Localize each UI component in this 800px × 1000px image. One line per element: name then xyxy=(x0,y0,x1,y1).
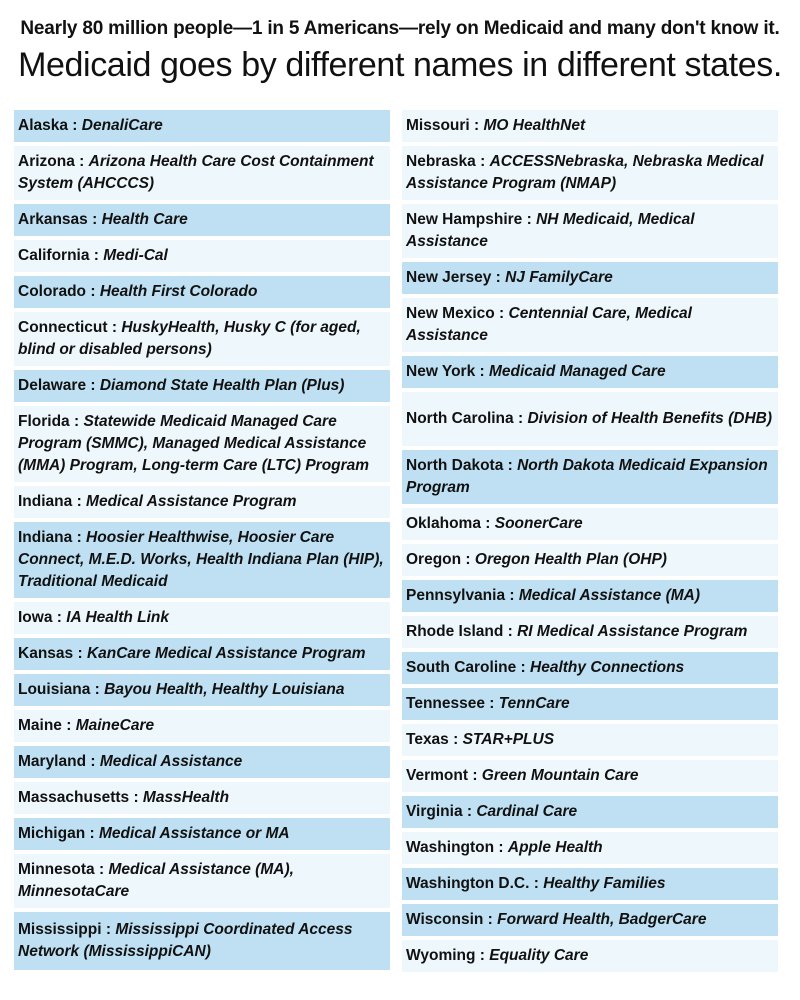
state-row xyxy=(14,312,390,366)
state-row xyxy=(402,580,778,612)
program-name: MaineCare xyxy=(75,717,155,734)
state-row xyxy=(14,602,390,634)
state-name: Wisconsin xyxy=(406,911,484,928)
state-name: Florida xyxy=(18,413,70,430)
program-name: Medical Assistance (MA) xyxy=(518,587,701,604)
state-name: Virginia xyxy=(406,803,463,820)
state-row xyxy=(402,616,778,648)
state-row xyxy=(14,522,390,598)
state-name: North Carolina xyxy=(406,410,514,427)
state-row-text xyxy=(18,491,297,513)
separator: : xyxy=(101,921,116,938)
left-column xyxy=(14,110,390,976)
program-name: Medical Assistance or MA xyxy=(98,825,290,842)
separator: : xyxy=(87,211,102,228)
state-name: Michigan xyxy=(18,825,86,842)
state-row-text xyxy=(18,527,386,593)
state-row-text xyxy=(18,115,163,137)
state-row xyxy=(402,146,778,200)
separator: : xyxy=(516,659,531,676)
state-row-text xyxy=(18,751,242,773)
state-name: Alaska xyxy=(18,117,68,134)
state-row xyxy=(402,262,778,294)
separator: : xyxy=(69,413,84,430)
state-name: Washington D.C. xyxy=(406,875,530,892)
state-row xyxy=(402,940,778,972)
program-name: MO HealthNet xyxy=(483,117,586,134)
program-name: Medical Assistance Program xyxy=(86,493,297,510)
separator: : xyxy=(475,947,490,964)
state-name: Missouri xyxy=(406,117,470,134)
program-name: MassHealth xyxy=(142,789,230,806)
separator: : xyxy=(61,717,76,734)
state-name: Indiana xyxy=(18,529,73,546)
state-row-text xyxy=(18,919,386,963)
program-name: Oregon Health Plan (OHP) xyxy=(474,551,667,568)
state-row xyxy=(14,276,390,308)
state-name: California xyxy=(18,247,90,264)
program-name: Medical Assistance (MA), MinnesotaCare xyxy=(18,861,294,900)
separator: : xyxy=(94,861,109,878)
separator: : xyxy=(483,911,498,928)
program-name: Green Mountain Care xyxy=(481,767,639,784)
separator: : xyxy=(462,803,477,820)
state-row-text xyxy=(406,115,585,137)
separator: : xyxy=(85,825,99,842)
state-row-text xyxy=(18,375,344,397)
program-name: Statewide Medicaid Managed Care Program (SMMC), Managed Medical Assistance (MMA) Program, Long-term Care (LTC) Program xyxy=(18,413,370,474)
program-name: Medi-Cal xyxy=(103,247,168,264)
state-row xyxy=(14,406,390,482)
program-name: Medical Assistance xyxy=(99,753,243,770)
program-name: Equality Care xyxy=(489,947,589,964)
state-name: Delaware xyxy=(18,377,87,394)
state-row-text xyxy=(406,837,603,859)
separator: : xyxy=(89,247,104,264)
state-row-text xyxy=(406,408,772,430)
separator: : xyxy=(475,153,490,170)
state-row xyxy=(14,710,390,742)
state-row-text xyxy=(18,209,188,231)
state-row xyxy=(14,146,390,200)
program-name: Forward Health, BadgerCare xyxy=(497,911,707,928)
state-row-text xyxy=(18,607,169,629)
state-row-text xyxy=(18,317,386,361)
state-name: Tennessee xyxy=(406,695,485,712)
state-row xyxy=(14,746,390,778)
state-row xyxy=(402,298,778,352)
state-row xyxy=(402,110,778,142)
program-name: Diamond State Health Plan (Plus) xyxy=(99,377,345,394)
state-name: Wyoming xyxy=(406,947,476,964)
program-name: Bayou Health, Healthy Louisiana xyxy=(104,681,345,698)
state-row-text xyxy=(406,657,684,679)
program-name: Mississippi Coordinated Access Network (MississippiCAN) xyxy=(18,921,353,960)
state-row-text xyxy=(406,267,613,289)
state-name: Iowa xyxy=(18,609,53,626)
separator: : xyxy=(72,529,87,546)
state-row-text xyxy=(406,549,667,571)
state-row xyxy=(14,204,390,236)
state-row xyxy=(14,818,390,850)
state-name: Maryland xyxy=(18,753,87,770)
state-row-text xyxy=(18,245,168,267)
state-row-text xyxy=(406,209,774,253)
program-name: DenaliCare xyxy=(81,117,163,134)
state-name: New York xyxy=(406,363,476,380)
separator: : xyxy=(503,457,518,474)
separator: : xyxy=(522,211,537,228)
state-name: Texas xyxy=(406,731,449,748)
state-row-text xyxy=(18,151,386,195)
program-name: NH Medicaid, Medical Assistance xyxy=(406,211,695,250)
state-row-text xyxy=(406,909,706,931)
state-row-text xyxy=(406,361,666,383)
separator: : xyxy=(494,305,509,322)
separator: : xyxy=(461,551,475,568)
state-row xyxy=(14,240,390,272)
state-name: Louisiana xyxy=(18,681,91,698)
separator: : xyxy=(72,493,87,510)
state-name: New Mexico xyxy=(406,305,495,322)
state-name: Massachusetts xyxy=(18,789,130,806)
state-row xyxy=(402,760,778,792)
state-row xyxy=(402,832,778,864)
state-name: Nebraska xyxy=(406,153,476,170)
state-row xyxy=(402,392,778,446)
separator: : xyxy=(448,731,463,748)
separator: : xyxy=(86,283,100,300)
state-row xyxy=(14,370,390,402)
program-name: Healthy Connections xyxy=(530,659,685,676)
separator: : xyxy=(52,609,67,626)
state-row-text xyxy=(18,859,386,903)
separator: : xyxy=(74,153,89,170)
state-row xyxy=(14,486,390,518)
program-name: Medicaid Managed Care xyxy=(489,363,666,380)
separator: : xyxy=(503,623,518,640)
program-name: Health Care xyxy=(101,211,188,228)
state-row-text xyxy=(406,151,774,195)
separator: : xyxy=(469,117,484,134)
state-row xyxy=(402,544,778,576)
program-name: TennCare xyxy=(498,695,570,712)
state-name: South Caroline xyxy=(406,659,517,676)
state-row-text xyxy=(406,729,554,751)
program-name: SoonerCare xyxy=(494,515,583,532)
program-name: North Dakota Medicaid Expansion Program xyxy=(406,457,768,496)
state-name: Indiana xyxy=(18,493,73,510)
program-name: Apple Health xyxy=(507,839,603,856)
state-row-text xyxy=(18,787,229,809)
program-name: Health First Colorado xyxy=(99,283,258,300)
separator: : xyxy=(86,377,100,394)
state-name: New Hampshire xyxy=(406,211,523,228)
state-name: North Dakota xyxy=(406,457,504,474)
separator: : xyxy=(107,319,122,336)
headline: Medicaid goes by different names in different states. xyxy=(18,46,782,84)
separator: : xyxy=(529,875,544,892)
program-name: Healthy Families xyxy=(543,875,666,892)
state-row xyxy=(402,688,778,720)
state-row-text xyxy=(406,801,577,823)
state-name: Washington xyxy=(406,839,495,856)
state-name: Oregon xyxy=(406,551,462,568)
state-name: Mississippi xyxy=(18,921,102,938)
state-row-text xyxy=(18,715,154,737)
state-name: Kansas xyxy=(18,645,74,662)
state-name: Pennsylvania xyxy=(406,587,506,604)
program-name: IA Health Link xyxy=(66,609,170,626)
state-row xyxy=(402,508,778,540)
separator: : xyxy=(484,695,499,712)
state-row-text xyxy=(18,823,290,845)
state-name: New Jersey xyxy=(406,269,492,286)
state-row-text xyxy=(406,873,666,895)
state-row xyxy=(402,356,778,388)
state-row-text xyxy=(406,585,700,607)
separator: : xyxy=(73,645,87,662)
program-name: Arizona Health Care Cost Containment System (AHCCCS) xyxy=(18,153,374,192)
separator: : xyxy=(491,269,506,286)
state-row-text xyxy=(18,411,386,477)
state-row-text xyxy=(406,765,639,787)
state-row xyxy=(402,724,778,756)
state-row xyxy=(14,782,390,814)
state-name: Connecticut xyxy=(18,319,108,336)
state-row-text xyxy=(18,643,365,665)
program-name: ACCESSNebraska, Nebraska Medical Assistance Program (NMAP) xyxy=(406,153,764,192)
program-name: Cardinal Care xyxy=(476,803,578,820)
program-name: Hoosier Healthwise, Hoosier Care Connect, M.E.D. Works, Health Indiana Plan (HIP), Traditional Medicaid xyxy=(18,529,384,590)
separator: : xyxy=(494,839,508,856)
state-row-text xyxy=(406,513,583,535)
state-row-text xyxy=(406,945,588,967)
state-row xyxy=(402,796,778,828)
program-name: RI Medical Assistance Program xyxy=(517,623,748,640)
separator: : xyxy=(468,767,482,784)
program-name: STAR+PLUS xyxy=(462,731,555,748)
separator: : xyxy=(480,515,495,532)
state-row-text xyxy=(406,455,774,499)
state-row xyxy=(402,204,778,258)
state-name: Colorado xyxy=(18,283,87,300)
header xyxy=(0,0,800,85)
state-row-text xyxy=(18,281,257,303)
state-row-text xyxy=(406,693,570,715)
state-row xyxy=(402,868,778,900)
state-row xyxy=(14,912,390,970)
state-name: Arizona xyxy=(18,153,75,170)
program-name: Division of Health Benefits (DHB) xyxy=(527,410,773,427)
separator: : xyxy=(513,410,528,427)
state-row-text xyxy=(406,303,774,347)
state-name: Vermont xyxy=(406,767,469,784)
program-name: HuskyHealth, Husky C (for aged, blind or disabled persons) xyxy=(18,319,361,358)
state-row xyxy=(14,638,390,670)
separator: : xyxy=(129,789,143,806)
state-program-list xyxy=(14,110,778,976)
state-name: Rhode Island xyxy=(406,623,504,640)
state-row xyxy=(402,652,778,684)
state-name: Arkansas xyxy=(18,211,88,228)
state-row xyxy=(14,674,390,706)
state-row-text xyxy=(18,679,344,701)
state-row xyxy=(402,450,778,504)
separator: : xyxy=(475,363,489,380)
program-name: Centennial Care, Medical Assistance xyxy=(406,305,692,344)
state-row-text xyxy=(406,621,747,643)
program-name: KanCare Medical Assistance Program xyxy=(86,645,366,662)
right-column xyxy=(402,110,778,976)
separator: : xyxy=(505,587,519,604)
state-name: Maine xyxy=(18,717,62,734)
separator: : xyxy=(90,681,105,698)
program-name: NJ FamilyCare xyxy=(505,269,613,286)
state-name: Oklahoma xyxy=(406,515,481,532)
state-name: Minnesota xyxy=(18,861,95,878)
separator: : xyxy=(67,117,82,134)
state-row xyxy=(14,110,390,142)
subheadline: Nearly 80 million people—1 in 5 Americans—rely on Medicaid and many don't know it. xyxy=(20,18,780,39)
state-row xyxy=(14,854,390,908)
state-row xyxy=(402,904,778,936)
separator: : xyxy=(86,753,100,770)
